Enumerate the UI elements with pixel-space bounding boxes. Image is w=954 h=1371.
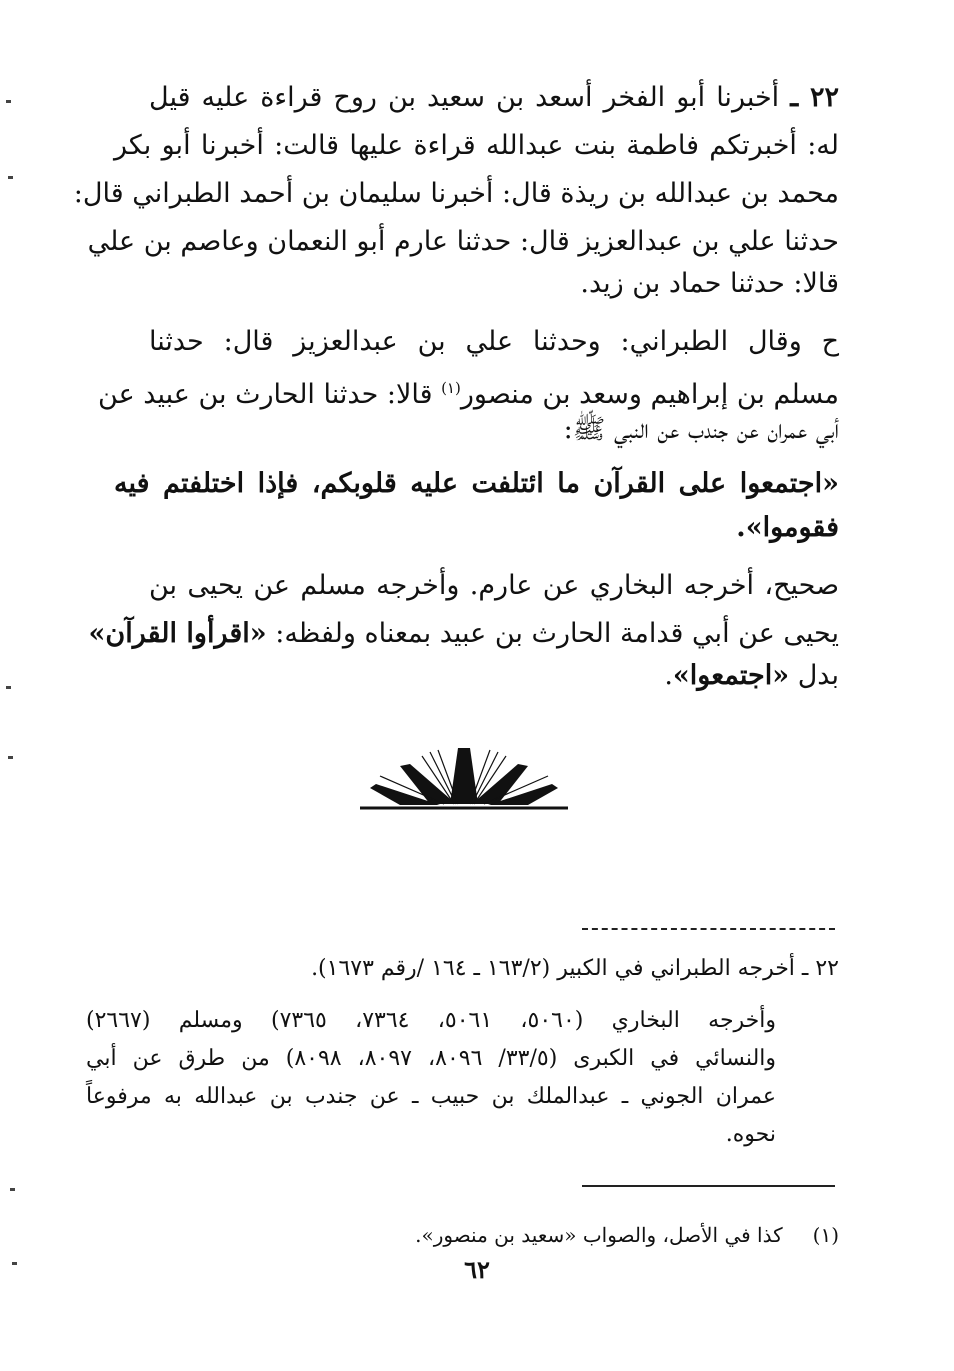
grading-line-1: صحيح، أخرجه البخاري عن عارم. وأخرجه مسلم عن يحيى بن <box>149 570 839 601</box>
takhrij-line-5: نحوه. <box>725 1122 776 1147</box>
scan-mark <box>12 1262 17 1265</box>
takhrij-line-1: ٢٢ ـ أخرجه الطبراني في الكبير (١٦٣/٢ ـ ١٦٤ /رقم ١٦٧٣). <box>311 956 839 981</box>
takhrij-separator <box>582 928 835 930</box>
footnote-number: (١) <box>812 1223 839 1247</box>
hadith-line-1: ٢٢ ـ أخبرنا أبو الفخر أسعد بن سعيد بن روح قراءة عليه قيل <box>149 82 839 113</box>
scan-mark <box>10 1188 15 1191</box>
page-number: ٦٢ <box>464 1255 490 1284</box>
footnote <box>415 1218 839 1252</box>
matn-line-1: «اجتمعوا على القرآن ما ائتلفت عليه قلوبكم، فإذا اختلفتم فيه <box>114 468 839 499</box>
hadith-line-5: قالا: حدثنا حماد بن زيد. <box>580 268 839 299</box>
footnote-rule <box>582 1185 835 1187</box>
chain-line-2: مسلم بن إبراهيم وسعد بن منصور$^{(١)}$ قالا: حدثنا الحارث بن عبيد عن <box>98 379 839 410</box>
chain-line-3: أبي عمران عن جندب عن النبي ﷺ: <box>563 414 839 445</box>
hadith-line-4: حدثنا علي بن عبدالعزيز قال: حدثنا عارم أبو النعمان وعاصم بن علي <box>87 226 839 257</box>
scan-mark <box>8 756 13 759</box>
scan-mark <box>8 176 13 179</box>
grading-line-3: بدل «اجتمعوا». <box>664 660 839 691</box>
takhrij-line-2: وأخرجه البخاري (٥٠٦٠، ٥٠٦١، ٧٣٦٤، ٧٣٦٥) ومسلم (٢٦٦٧) <box>86 1008 777 1033</box>
scan-mark <box>6 100 11 103</box>
grading-line-2: يحيى عن أبي قدامة الحارث بن عبيد بمعناه ولفظه: «اقرأوا القرآن» <box>88 618 839 649</box>
hadith-line-3: محمد بن عبدالله بن ريذة قال: أخبرنا سليمان بن أحمد الطبراني قال: <box>73 178 839 209</box>
footnote-text: كذا في الأصل، والصواب «سعيد بن منصور». <box>415 1223 783 1247</box>
scan-mark <box>6 686 11 689</box>
takhrij-line-3: والنسائي في الكبرى (٣٣/٥/ ٨٠٩٦، ٨٠٩٧، ٨٠٩٨) من طرق عن أبي <box>86 1046 777 1071</box>
sunburst-ornament-icon <box>360 748 568 810</box>
hadith-line-2: له: أخبرتكم فاطمة بنت عبدالله قراءة عليها قالت: أخبرنا أبو بكر <box>114 130 839 161</box>
takhrij-line-4: عمران الجوني ـ عبدالملك بن حبيب ـ عن جندب بن عبدالله به مرفوعاً <box>86 1084 776 1109</box>
hadith-number: ٢٢ ـ <box>790 82 839 113</box>
chain-line-1: ح وقال الطبراني: وحدثنا علي بن عبدالعزيز قال: حدثنا <box>149 326 839 357</box>
matn-line-2: فقوموا». <box>736 512 839 543</box>
footnote-ref: (١) <box>441 379 461 397</box>
